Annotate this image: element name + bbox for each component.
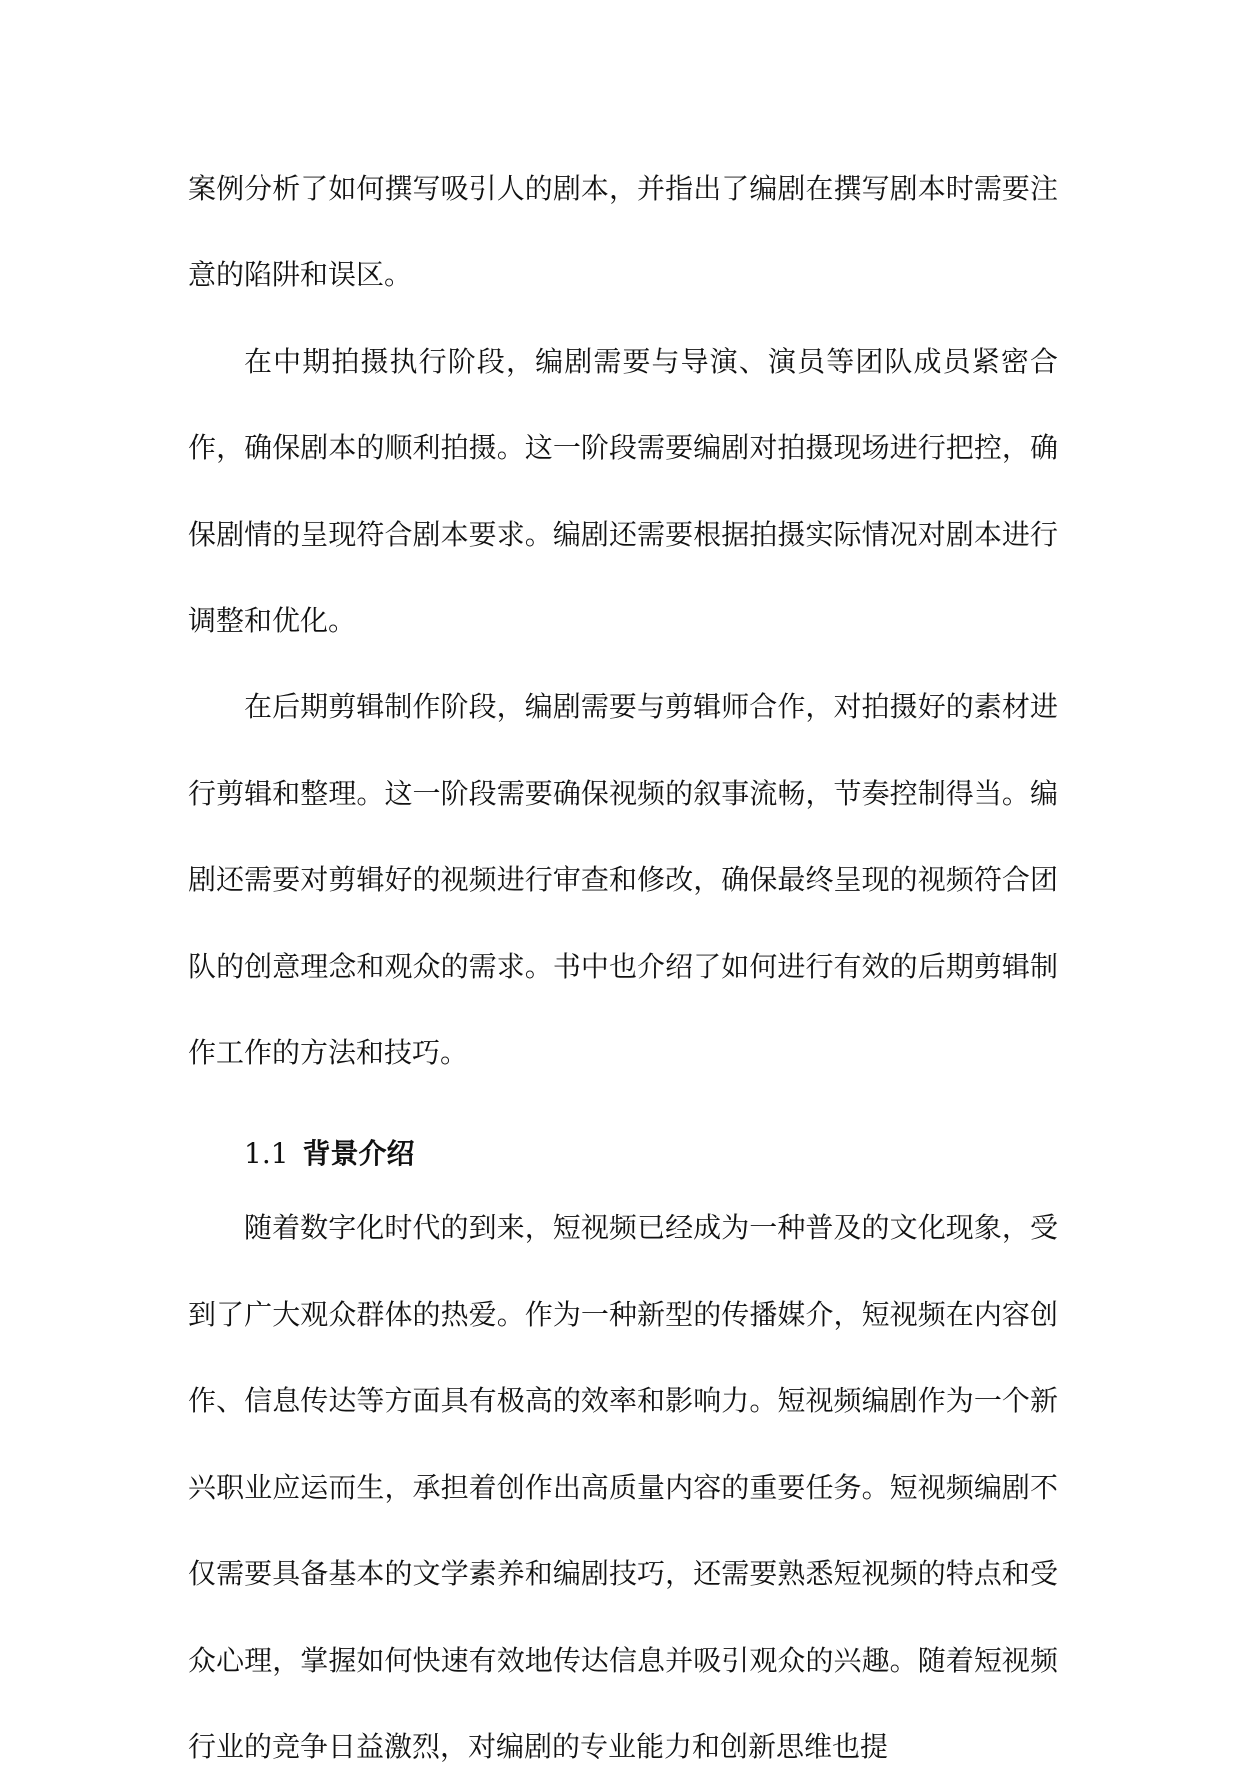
paragraph-post-production-editing: 在后期剪辑制作阶段，编剧需要与剪辑师合作，对拍摄好的素材进行剪辑和整理。这一阶段需要确保视频的叙事流畅，节奏控制得当。编剧还需要对剪辑好的视频进行审查和修改，确保最终呈现的视频符合团队的创意理念和观众的需求。书中也介绍了如何进行有效的后期剪辑制作工作的方法和技巧。 bbox=[188, 690, 1058, 1070]
section-number: 1.1 bbox=[244, 1137, 289, 1171]
document-body bbox=[188, 146, 1058, 1790]
paragraph-mid-stage-shooting: 在中期拍摄执行阶段，编剧需要与导演、演员等团队成员紧密合作，确保剧本的顺利拍摄。这一阶段需要编剧对拍摄现场进行把控，确保剧情的呈现符合剧本要求。编剧还需要根据拍摄实际情况对剧本进行调整和优化。 bbox=[188, 344, 1058, 638]
paragraph-background-introduction: 随着数字化时代的到来，短视频已经成为一种普及的文化现象，受到了广大观众群体的热爱。作为一种新型的传播媒介，短视频在内容创作、信息传达等方面具有极高的效率和影响力。短视频编剧作为一个新兴职业应运而生，承担着创作出高质量内容的重要任务。短视频编剧不仅需要具备基本的文学素养和编剧技巧，还需要熟悉短视频的特点和受众心理，掌握如何快速有效地传达信息并吸引观众的兴趣。随着短视频行业的竞争日益激烈，对编剧的专业能力和创新思维也提 bbox=[188, 1211, 1058, 1763]
section-title: 背景介绍 bbox=[302, 1137, 415, 1171]
section-heading bbox=[188, 1096, 1058, 1185]
paragraph-continued-case-analysis: 案例分析了如何撰写吸引人的剧本，并指出了编剧在撰写剧本时需要注意的陷阱和误区。 bbox=[188, 172, 1058, 292]
